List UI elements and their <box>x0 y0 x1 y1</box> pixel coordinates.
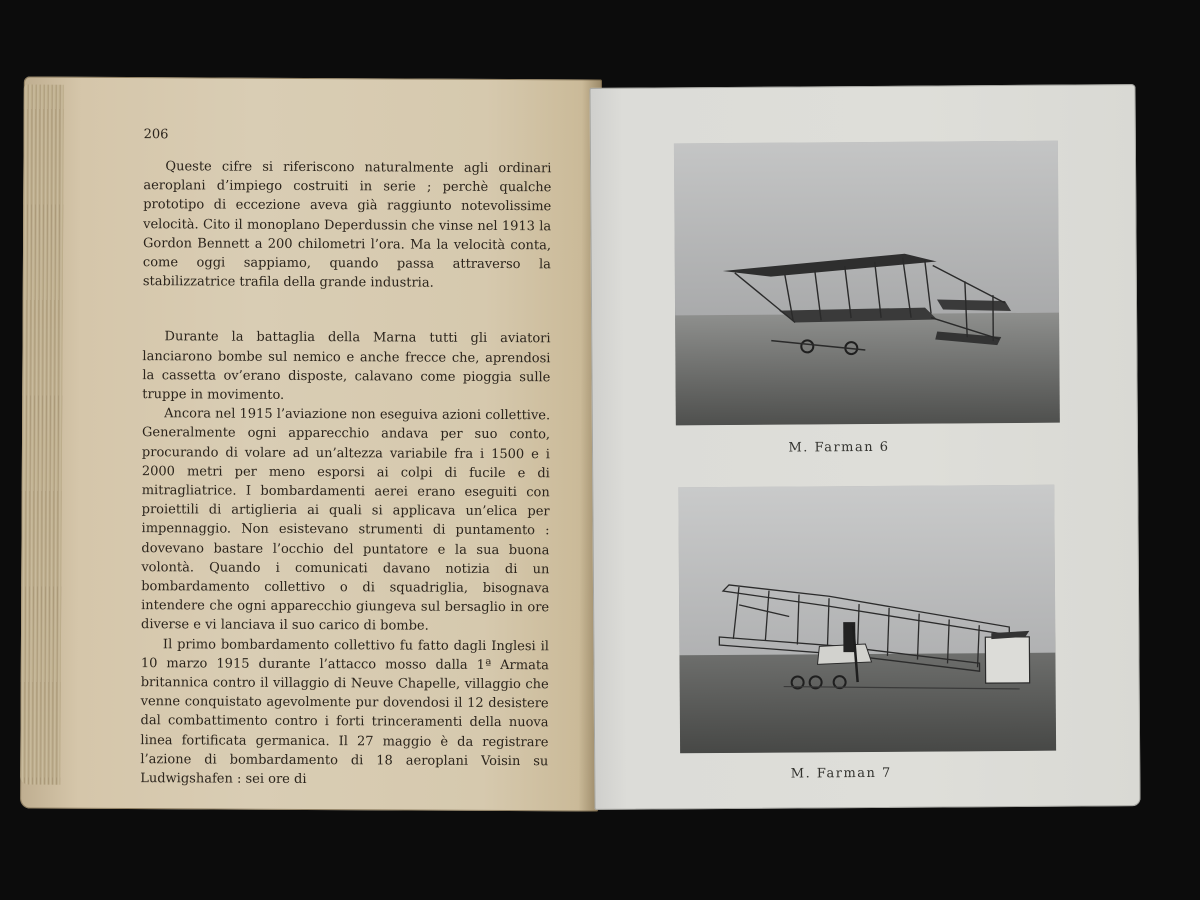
biplane-illustration <box>678 485 1056 754</box>
paragraph-3: Ancora nel 1915 l’aviazione non eseguiva azioni collettive. Generalmente ogni apparecchio andava per suo conto, procurando di volare ad un’altezza variabile fra i 1500 e i 2000 metri per meno esporsi ai colpi di fucile e di mitragliatrice. I bombardamenti aerei erano eseguiti con proiettili di artiglieria ai quali si applicava un’elica per impennaggio. Non esistevano strumenti di puntamento : dovevano bastare l’occhio del puntatore e la sua buona volontà. Quando i comunicati davano notizia di un bombardamento collettivo o di squadriglia, bisognava intendere che ogni apparecchio giungeva sul bersaglio in ore diverse e vi lanciava il suo carico di bombe. <box>141 406 551 635</box>
plate-photo-farman-7 <box>678 485 1056 754</box>
body-text <box>140 157 551 790</box>
plate-caption-2: M. Farman 7 <box>790 765 892 782</box>
left-page <box>20 76 602 811</box>
paragraph-4: Il primo bombardamento collettivo fu fatto dagli Inglesi il 10 marzo 1915 durante l’attacco mosso dalla 1ª Armata britannica contro il villaggio di Neuve Chapelle, villaggio che venne conquistato agevolmente pur dovendosi il 12 desistere dal combattimento contro i forti trinceramenti della nuova linea fortificata germanica. Il 27 maggio è da registrare l’azione di bombardamento di 18 aeroplani Voisin su Ludwigshafen : sei ore di <box>140 636 549 788</box>
plate-caption-1: M. Farman 6 <box>788 439 890 456</box>
paragraph-1: Queste cifre si riferiscono naturalmente agli ordinari aeroplani d’impiego costruiti in serie ; perchè qualche prototipo di eccezione aveva già raggiunto notevolissime velocità. Cito il monoplano Deperdussin che vinse nel 1913 la Gordon Bennett a 200 chilometri l’ora. Ma la velocità conta, come oggi sappiamo, quando passa attraverso la stabilizzatrice trafila della grande industria. <box>142 159 552 291</box>
page-number: 206 <box>143 127 169 143</box>
paragraph-2: Durante la battaglia della Marna tutti gli aviatori lanciarono bombe sul nemico e anche frecce che, aprendosi la cassetta ov’erano disposte, calavano come pioggia sulle truppe in movimento. <box>142 329 551 403</box>
page-edges <box>20 84 64 784</box>
right-page <box>589 84 1140 810</box>
biplane-illustration <box>674 141 1060 426</box>
plate-photo-farman-6 <box>674 141 1060 426</box>
